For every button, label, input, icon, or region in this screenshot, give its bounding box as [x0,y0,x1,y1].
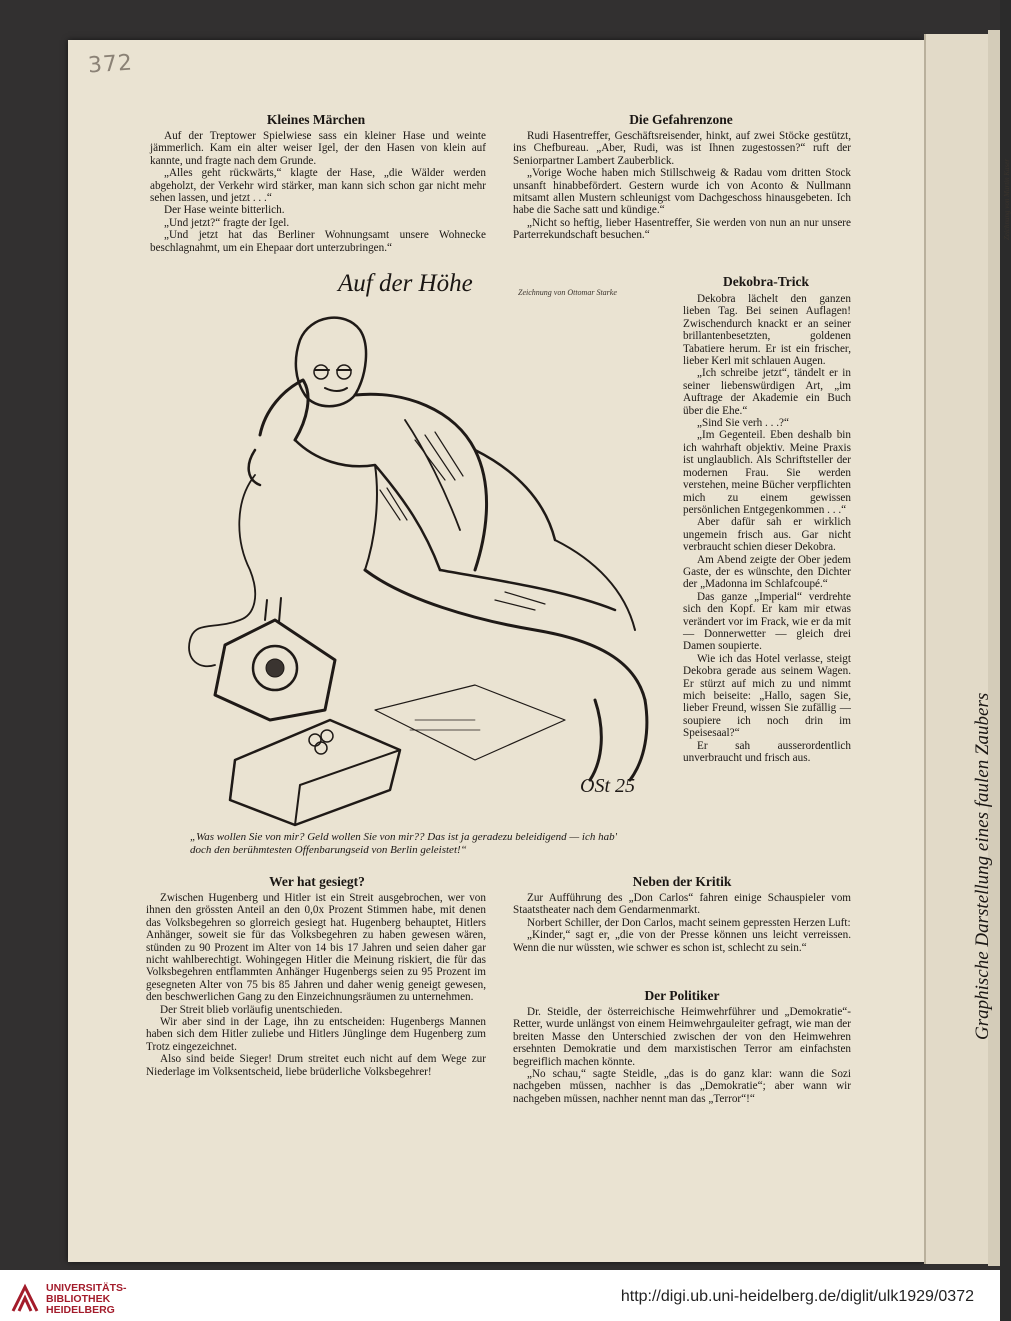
paragraph: Rudi Hasentreffer, Geschäftsreisender, hinkt, auf zwei Stöcke gestützt, ins Chefbureau. „Aber, Rudi, was ist Ihnen zugestossen?“ ruft der Seniorpartner Lambert Zauberblick. [513,130,851,167]
paragraph: „Alles geht rückwärts,“ klagte der Hase, „die Wälder werden abgeholzt, der Verkehr wird stärker, man kann sich schon gar nicht mehr sehen lassen, und jetzt . . .“ [150,167,486,205]
paragraph: Wie ich das Hotel verlasse, steigt Dekobra gerade aus seinem Wagen. Er stürzt auf mich zu und nimmt mich beiseite: „Hallo, sagen Sie, lieber Freund, wissen Sie zufällig — soupiere ich noch drin im Speisesaal?“ [683,652,851,740]
paragraph: „Und jetzt?“ fragte der Igel. [164,216,290,229]
wer-hat-gesiegt-text [146,892,486,1078]
der-politiker-text [513,1006,851,1105]
paragraph: Auf der Treptower Spielwiese sass ein kleiner Hase und weinte jämmerlich. Kam ein alter weiser Igel, der den Hasen von klein auf kannte, und fragte nach dem Grunde. [150,130,486,167]
paragraph: Der Streit blieb vorläufig unentschieden. [160,1003,343,1016]
library-name-line: UNIVERSITÄTS- [46,1282,127,1294]
paragraph: Wir aber sind in der Lage, ihn zu entscheiden: Hugenbergs Mannen haben sich dem Hitler zuliebe und Hitlers Jünglinge dem Hugenberg zum Trotz eingezeichnet. [146,1016,486,1053]
handwritten-page-number: 372 [87,50,134,79]
kleines-maerchen-text [150,130,486,254]
dekobra-text [683,293,851,764]
paragraph: „Sind Sie verh . . .?“ [697,417,789,430]
paragraph: Am Abend zeigte der Ober jedem Gaste, der es wünschte, den Dichter der „Madonna im Schlafcoupé.“ [683,553,851,591]
paragraph: Also sind beide Sieger! Drum streitet euch nicht auf dem Wege zur Niederlage im Volksentscheid, liebe brüderliche Volksbegehrer! [146,1053,486,1078]
side-strip-credit: Zeichnung von Martin Kaser [1003,158,1011,240]
neben-der-kritik-heading: Neben der Kritik [632,874,732,889]
library-name-line: HEIDELBERG [46,1304,115,1316]
paragraph: „Ich schreibe jetzt“, tändelt er in seiner liebenswürdigen Art, „im Auftrage der Akademie ein Buch über die Ehe.“ [683,367,851,417]
paragraph: Dekobra lächelt den ganzen lieben Tag. Bei seinen Auflagen! Zwischendurch knackt er an seiner brillantenbesetzten, goldenen Tabatiere herum. Er ist ein frischer, lieber Kerl mit schlauen Augen. [683,293,851,368]
library-name[interactable] [46,1283,127,1316]
der-politiker-heading: Der Politiker [644,988,720,1003]
paragraph: Zwischen Hugenberg und Hitler ist ein Streit ausgebrochen, wer von ihnen den grössten Anteil an den 0,0x Prozent Stimmen habe, mit denen das Volksbegehren so glorreich gesiegt hat. Hugenberg behauptet, Hitlers Anhänger, soweit sie für das Volksbegehren zu haben gewesen wären, stünden zu 90 Prozent im Alter von 14 bis 17 Jahren und seien daher gar nicht wahlberechtigt. Wohingegen Hitler die Meinung riskiert, die für das Volksbegehren entflammten Anhänger Hugenbergs seien zu 95 Prozent im gesegneten Alter von 75 bis 85 Jahren und daher wenig geneigt gewesen, den beschwerlichen Gang zu den Einzeichnungsräumen zu unternehmen. [146,892,486,1004]
illustration-title: Auf der Höhe [338,270,473,297]
paragraph: Zur Aufführung des „Don Carlos“ fahren einige Schauspieler vom Staatstheater nach dem Gendarmenmarkt. [513,892,851,917]
library-logo-icon [10,1284,40,1314]
paragraph: Aber dafür sah er wirklich ungemein frisch aus. Gar nicht verbraucht schien dieser Dekobra. [683,516,851,554]
gefahrenzone-heading: Die Gefahrenzone [629,112,733,127]
paragraph: „Im Gegenteil. Eben deshalb bin ich wahrhaft objektiv. Meine Praxis ist unglaublich. Als Schriftsteller der modernen Frau. Sie werden verstehen, meine Bücher verpflichten mich zu einem gewissen persönlichen Entgegenkommen . . .“ [683,429,851,516]
gefahrenzone-text [513,130,851,242]
library-name-line: BIBLIOTHEK [46,1293,111,1305]
illustration-caption: „Was wollen Sie von mir? Geld wollen Sie von mir?? Das ist ja geradezu beleidigend — ich hab' doch den berühmtesten Offenbarungseid von Berlin geleistet!“ [190,831,617,856]
paragraph: Dr. Steidle, der österreichische Heimwehrführer und „Demokratie“-Retter, wurde unlängst von einem Heimwehrgauleiter gefragt, wie man der breiten Masse den Unterschied zwischen der von den Heimwehren ersehnten Demokratie und dem marxistischen Terror am einfachsten begreiflich machen könnte. [513,1006,851,1068]
paragraph: „No schau,“ sagte Steidle, „das is do ganz klar: wann die Sozi nachgeben müssen, nachher is das „Demokratie“; aber wann wir nachgeben müssen, nachher nennt man das „Terror“!“ [513,1068,851,1105]
paragraph: Das ganze „Imperial“ verdrehte sich den Kopf. Er kam mir etwas verändert vor im Frack, wie er da mit — Donnerwetter — gleich drei Damen soupierte. [683,590,851,653]
permalink-url[interactable]: http://digi.ub.uni-heidelberg.de/diglit/ulk1929/0372 [620,1288,974,1305]
paragraph: Norbert Schiller, der Don Carlos, macht seinem gepressten Herzen Luft: [527,916,851,929]
paragraph: „Und jetzt hat das Berliner Wohnungsamt unsere Wohnecke beschlagnahmt, um ein Ehepaar dort unterzubringen.“ [150,229,486,254]
paragraph: Der Hase weinte bitterlich. [164,204,285,217]
neben-der-kritik-text [513,892,851,954]
wer-hat-gesiegt-heading: Wer hat gesiegt? [269,874,365,889]
kleines-maerchen-heading: Kleines Märchen [266,112,366,127]
paragraph: „Vorige Woche haben mich Stillschweig & Radau vom dritten Stock unsanft hinabbefördert. Gestern wurde ich von Aconto & Nullmann mitsamt allen Mustern schleunigst vom Dachgeschoss hinausgebeten. Ich habe die Sache satt und kündige.“ [513,167,851,217]
paragraph: „Nicht so heftig, lieber Hasentreffer, Sie werden von nun an nur unsere Parterrekundschaft besuchen.“ [513,216,851,242]
illustration-credit: Zeichnung von Ottomar Starke [518,288,617,297]
telephone-man-drawing [175,300,675,830]
artist-signature: OSt 25 [580,775,635,797]
paragraph: „Kinder,“ sagt er, „die von der Presse können uns leicht verreissen. Wenn die nur wüssten, wie schwer es schon ist, schlecht zu sein.“ [513,929,851,954]
paragraph: Er sah ausserordentlich unverbraucht und frisch aus. [683,739,851,765]
dekobra-heading: Dekobra-Trick [723,274,809,289]
side-strip-title: Graphische Darstellung eines faulen Zaubers [972,692,993,1040]
